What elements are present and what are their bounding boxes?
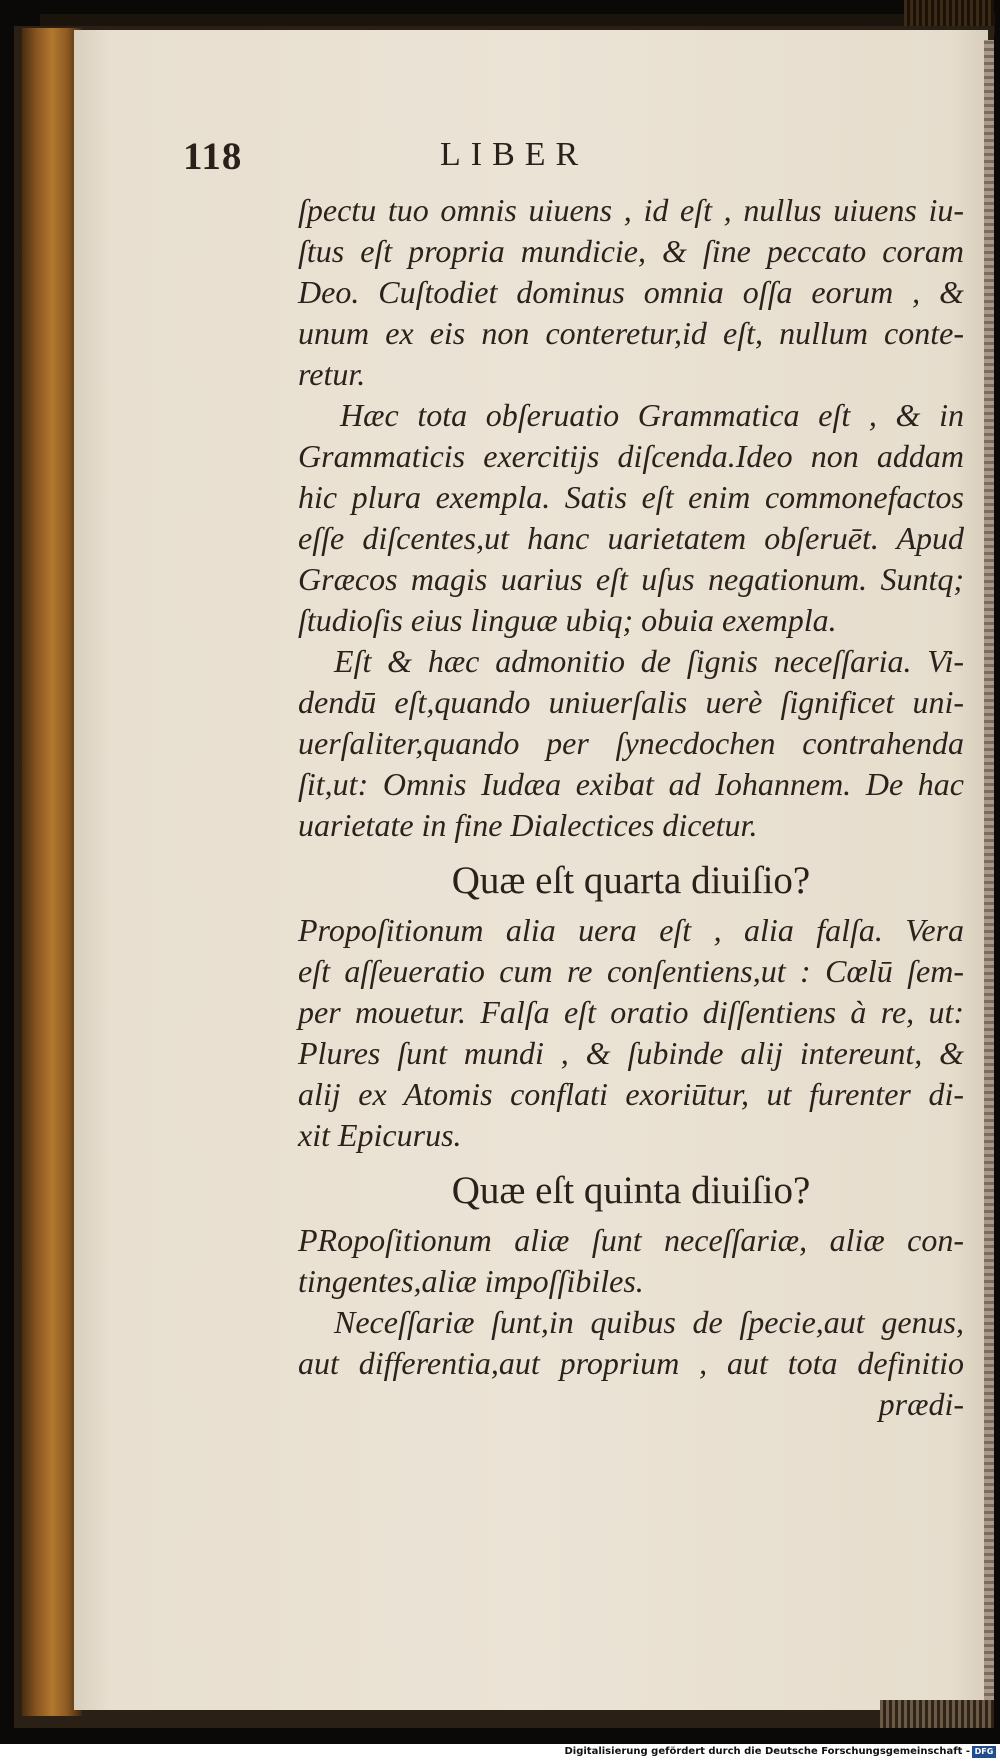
text-line: xit Epicurus. (298, 1117, 462, 1153)
text-line: aut differentia,aut proprium , aut tota definitio (298, 1345, 964, 1381)
funding-credit: Digitalisierung gefördert durch die Deutsche Forschungsgemeinschaft - (564, 1746, 970, 1757)
text-line: unum ex eis non conteretur,id eſt, nullum conte- (298, 315, 964, 351)
book-binding-edge (22, 28, 82, 1716)
catchword: prædi- (878, 1386, 964, 1422)
dfg-logo: DFG (972, 1746, 996, 1758)
text-line: ſit,ut: Omnis Iudæa exibat ad Iohannem. De hac (298, 766, 964, 802)
text-line: uarietate in fine Dialectices dicetur. (298, 807, 758, 843)
text-line: dendū eſt,quando uniuerſalis uerè ſignificet uni- (298, 684, 964, 720)
text-line: PRopoſitionum aliæ ſunt neceſſariæ, aliæ con- (298, 1222, 964, 1258)
text-line: Hæc tota obſeruatio Grammatica eſt , & in (340, 397, 964, 433)
text-line: ſpectu tuo omnis uiuens , id eſt , nullus uiuens iu- (298, 192, 964, 228)
text-line: hic plura exempla. Satis eſt enim commonefactos (298, 479, 964, 515)
page-number: 118 (183, 135, 243, 178)
text-line: ſtus eſt propria mundicie, & ſine peccato coram (298, 233, 964, 269)
text-line: Græcos magis uarius eſt uſus negationum. Suntq; (298, 561, 964, 597)
page-text (298, 190, 964, 1425)
text-line: Neceſſariæ ſunt,in quibus de ſpecie,aut genus, (334, 1304, 964, 1340)
section-heading: Quæ eſt quarta diuiſio? (451, 859, 811, 902)
text-line: eſt aſſeueratio cum re conſentiens,ut : Cœlū ſem- (298, 953, 964, 989)
text-line: alij ex Atomis conflati exoriūtur, ut furenter di- (298, 1076, 964, 1112)
text-line: uerſaliter,quando per ſynecdochen contrahenda (298, 725, 964, 761)
text-line: per mouetur. Falſa eſt oratio diſſentiens à re, ut: (298, 994, 964, 1030)
page-bottom-edge (880, 1700, 992, 1728)
text-line: Grammaticis exercitijs diſcenda.Ideo non addam (298, 438, 964, 474)
text-line: Propoſitionum alia uera eſt , alia falſa. Vera (298, 912, 964, 948)
text-line: tingentes,aliæ impoſſibiles. (298, 1263, 644, 1299)
text-line: Eſt & hæc admonitio de ſignis neceſſaria. Vi- (334, 643, 964, 679)
text-line: eſſe diſcentes,ut hanc uarietatem obſeruēt. Apud (298, 520, 964, 556)
section-heading: Quæ eſt quinta diuiſio? (451, 1169, 811, 1212)
text-line: ſtudioſis eius linguæ ubiq; obuia exempla. (298, 602, 837, 638)
text-line: retur. (298, 356, 366, 392)
page-stack-edge (984, 40, 994, 1700)
text-line: Deo. Cuſtodiet dominus omnia oſſa eorum , & (298, 274, 964, 310)
running-head: LIBER (440, 136, 589, 173)
text-line: Plures ſunt mundi , & ſubinde alij intereunt, & (298, 1035, 964, 1071)
